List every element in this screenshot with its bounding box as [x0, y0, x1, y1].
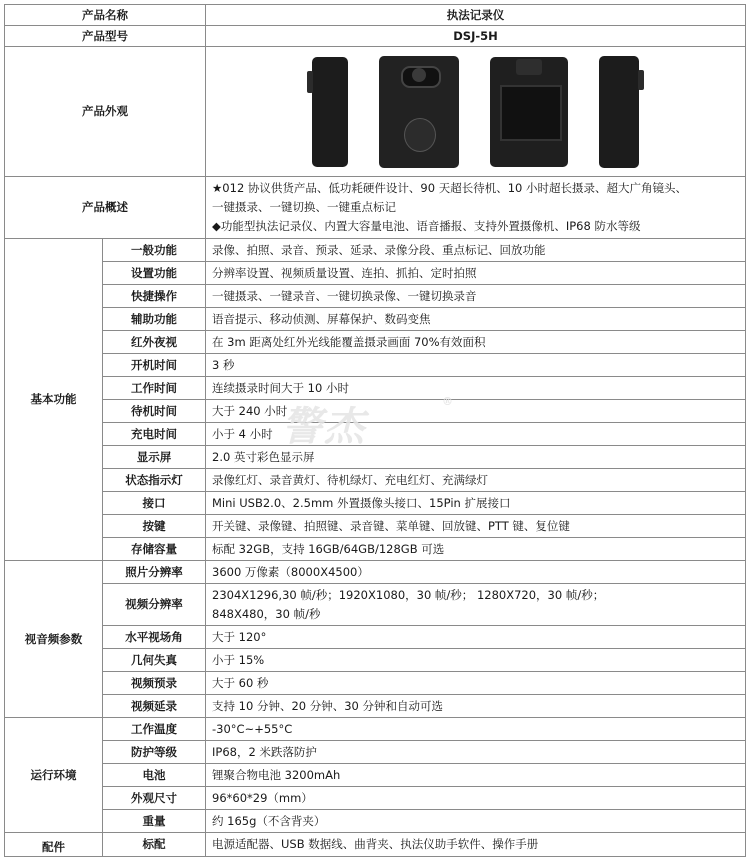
product-overview-value	[206, 177, 746, 239]
back-clip	[516, 59, 542, 75]
camera-lens-icon	[412, 68, 426, 82]
row-label: 外观尺寸	[103, 787, 206, 810]
device-side-view-right	[599, 56, 639, 168]
row-label: 几何失真	[103, 649, 206, 672]
row-label: 一般功能	[103, 239, 206, 262]
row-label: 按键	[103, 515, 206, 538]
product-appearance-cell	[206, 47, 746, 177]
row-label: 待机时间	[103, 400, 206, 423]
row-value: 标配 32GB，支持 16GB/64GB/128GB 可选	[206, 538, 746, 561]
row-label: 照片分辨率	[103, 561, 206, 584]
row-label: 开机时间	[103, 354, 206, 377]
product-name-label: 产品名称	[5, 5, 206, 26]
row-label: 显示屏	[103, 446, 206, 469]
row-value: -30°C~+55°C	[206, 718, 746, 741]
group-label-basic: 基本功能	[5, 239, 103, 561]
group-label-accessories: 配件	[5, 833, 103, 857]
row-value	[206, 584, 746, 626]
group-label-env: 运行环境	[5, 718, 103, 833]
row-value: Mini USB2.0、2.5mm 外置摄像头接口、15Pin 扩展接口	[206, 492, 746, 515]
product-name-value: 执法记录仪	[206, 5, 746, 26]
row-value: 一键摄录、一键录音、一键切换录像、一键切换录音	[206, 285, 746, 308]
row-value: 在 3m 距离处红外光线能覆盖摄录画面 70%有效面积	[206, 331, 746, 354]
row-label: 视频延录	[103, 695, 206, 718]
row-value: 开关键、录像键、拍照键、录音键、菜单键、回放键、PTT 键、复位键	[206, 515, 746, 538]
row-value: 2.0 英寸彩色显示屏	[206, 446, 746, 469]
row-value: 录像、拍照、录音、预录、延录、录像分段、重点标记、回放功能	[206, 239, 746, 262]
row-label: 工作时间	[103, 377, 206, 400]
row-value: 3 秒	[206, 354, 746, 377]
row-value: 语音提示、移动侦测、屏幕保护、数码变焦	[206, 308, 746, 331]
row-label: 辅助功能	[103, 308, 206, 331]
row-value: 支持 10 分钟、20 分钟、30 分钟和自动可选	[206, 695, 746, 718]
row-value: 电源适配器、USB 数据线、曲背夹、执法仪助手软件、操作手册	[206, 833, 746, 857]
row-value: 锂聚合物电池 3200mAh	[206, 764, 746, 787]
product-appearance-label: 产品外观	[5, 47, 206, 177]
product-model-value: DSJ-5H	[206, 26, 746, 47]
row-label: 视频预录	[103, 672, 206, 695]
registered-mark-icon: ®	[442, 395, 455, 408]
row-label: 接口	[103, 492, 206, 515]
row-label: 快捷操作	[103, 285, 206, 308]
row-value: 96*60*29（mm）	[206, 787, 746, 810]
device-back-view	[490, 57, 568, 167]
row-label: 红外夜视	[103, 331, 206, 354]
group-label-av: 视音频参数	[5, 561, 103, 718]
row-value: 小于 4 小时	[206, 423, 746, 446]
overview-line: ★012 协议供货产品、低功耗硬件设计、90 天超长待机、10 小时超长摄录、超大广角镜头、	[212, 181, 687, 195]
product-overview-label: 产品概述	[5, 177, 206, 239]
row-label: 充电时间	[103, 423, 206, 446]
row-value: IP68，2 米跌落防护	[206, 741, 746, 764]
overview-line: 一键摄录、一键切换、一键重点标记	[212, 200, 396, 214]
watermark-text: 警杰	[282, 403, 366, 450]
police-badge-icon	[404, 118, 436, 152]
overview-line: ◆功能型执法记录仪、内置大容量电池、语音播报、支持外置摄像机、IP68 防水等级	[212, 219, 641, 233]
row-value: 分辨率设置、视频质量设置、连拍、抓拍、定时拍照	[206, 262, 746, 285]
product-photos	[206, 48, 745, 176]
row-value: 3600 万像素（8000X4500）	[206, 561, 746, 584]
row-value: 小于 15%	[206, 649, 746, 672]
device-front-view	[379, 56, 459, 168]
row-label: 设置功能	[103, 262, 206, 285]
row-value: 大于 240 小时	[206, 400, 746, 423]
row-value: 大于 60 秒	[206, 672, 746, 695]
row-value-line: 848X480，30 帧/秒	[212, 606, 321, 621]
row-label: 存储容量	[103, 538, 206, 561]
row-label: 电池	[103, 764, 206, 787]
row-label: 工作温度	[103, 718, 206, 741]
device-side-view-left	[312, 57, 348, 167]
row-label: 视频分辨率	[103, 584, 206, 626]
device-screen	[500, 85, 562, 141]
row-value: 大于 120°	[206, 626, 746, 649]
row-value: 录像红灯、录音黄灯、待机绿灯、充电红灯、充满绿灯	[206, 469, 746, 492]
row-label: 重量	[103, 810, 206, 833]
row-label: 防护等级	[103, 741, 206, 764]
row-label: 状态指示灯	[103, 469, 206, 492]
row-label: 水平视场角	[103, 626, 206, 649]
row-value-line: 2304X1296,30 帧/秒；1920X1080，30 帧/秒； 1280X720，30 帧/秒；	[212, 587, 605, 602]
product-model-label: 产品型号	[5, 26, 206, 47]
spec-table	[4, 4, 746, 857]
row-value: 约 165g（不含背夹）	[206, 810, 746, 833]
row-value: 连续摄录时间大于 10 小时	[206, 377, 746, 400]
row-label: 标配	[103, 833, 206, 857]
